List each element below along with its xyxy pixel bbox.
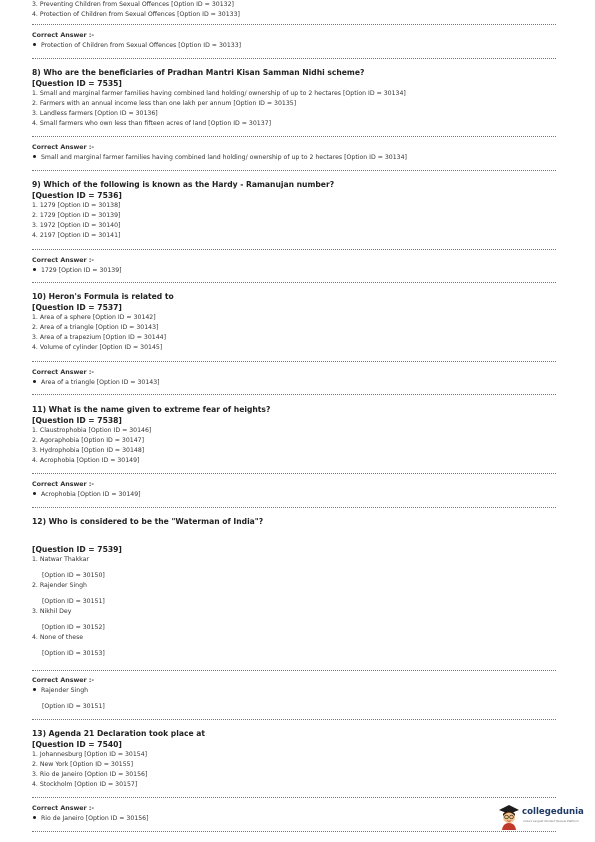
question-id: [Question ID = 7540] [32, 740, 122, 749]
correct-answer-block [32, 256, 122, 276]
bullet-icon [33, 155, 36, 158]
correct-answer: 1729 [Option ID = 30139] [32, 266, 122, 276]
bullet-icon [33, 816, 36, 819]
option-4: 4. Protection of Children from Sexual Offences [Option ID = 30133] [32, 11, 240, 18]
question-9 [32, 179, 334, 241]
option-2-id: [Option ID = 30151] [42, 598, 105, 605]
question-12 [32, 516, 263, 527]
bullet-icon [33, 43, 36, 46]
bullet-icon [33, 688, 36, 691]
option-3: 3. Landless farmers [Option ID = 30136] [32, 110, 158, 117]
option-4: 4. Stockholm [Option ID = 30157] [32, 781, 138, 788]
question-8 [32, 67, 406, 129]
option-2: 2. Rajender Singh [32, 582, 87, 589]
question-id: [Question ID = 7538] [32, 416, 122, 425]
option-4: 4. None of these [32, 634, 84, 641]
correct-answer: Rajender Singh [32, 686, 105, 696]
bullet-icon [33, 268, 36, 271]
collegedunia-logo [497, 802, 593, 832]
bullet-icon [33, 380, 36, 383]
correct-answer-block [32, 368, 160, 388]
option-3: 3. 1972 [Option ID = 30140] [32, 222, 121, 229]
option-2: 2. Farmers with an annual income less than one lakh per annum [Option ID = 30135] [32, 100, 297, 107]
question-title: 10) Heron's Formula is related to [32, 292, 174, 301]
option-1: 1. Small and marginal farmer families having combined land holding/ ownership of up to 2 hectares [Option ID = 30134] [32, 90, 406, 97]
question-id: [Question ID = 7539] [32, 545, 122, 554]
question-12-body [32, 544, 122, 659]
correct-answer-block [32, 480, 141, 500]
divider [32, 58, 556, 59]
option-4: 4. Volume of cylinder [Option ID = 30145] [32, 344, 163, 351]
correct-answer-label: Correct Answer :- [32, 369, 94, 376]
question-id: [Question ID = 7536] [32, 191, 122, 200]
divider [32, 24, 556, 25]
option-3: 3. Preventing Children from Sexual Offences [Option ID = 30132] [32, 1, 234, 8]
question-13 [32, 728, 205, 790]
question-10 [32, 291, 174, 353]
option-1: 1. Natwar Thakkar [32, 556, 89, 563]
option-2: 2. New York [Option ID = 30155] [32, 761, 134, 768]
divider [32, 473, 556, 474]
correct-answer-block [32, 143, 407, 163]
correct-answer-label: Correct Answer :- [32, 677, 94, 684]
option-2: 2. 1729 [Option ID = 30139] [32, 212, 121, 219]
option-4: 4. Acrophobia [Option ID = 30149] [32, 457, 140, 464]
question-id: [Question ID = 7535] [32, 79, 122, 88]
correct-answer-label: Correct Answer :- [32, 144, 94, 151]
correct-answer-block [32, 804, 149, 824]
logo-tagline: India's Largest Student Review Platform [523, 819, 579, 823]
option-2: 2. Area of a triangle [Option ID = 30143] [32, 324, 159, 331]
question-title: 9) Which of the following is known as the Hardy - Ramanujan number? [32, 180, 335, 189]
option-4: 4. 2197 [Option ID = 30141] [32, 232, 121, 239]
correct-answer-label: Correct Answer :- [32, 32, 94, 39]
divider [32, 831, 556, 832]
option-3: 3. Nikhil Dey [32, 608, 72, 615]
correct-answer-id: [Option ID = 30151] [42, 703, 105, 710]
divider [32, 249, 556, 250]
option-3: 3. Hydrophobia [Option ID = 30148] [32, 447, 145, 454]
question-title: 8) Who are the beneficiaries of Pradhan Mantri Kisan Samman Nidhi scheme? [32, 68, 365, 77]
prev-question-tail [32, 0, 240, 20]
option-1: 1. 1279 [Option ID = 30138] [32, 202, 121, 209]
option-1: 1. Johannesburg [Option ID = 30154] [32, 751, 148, 758]
option-1: 1. Area of a sphere [Option ID = 30142] [32, 314, 156, 321]
correct-answer: Area of a triangle [Option ID = 30143] [32, 378, 160, 388]
correct-answer-label: Correct Answer :- [32, 257, 94, 264]
question-title: 12) Who is considered to be the "Waterman of India"? [32, 517, 264, 526]
divider [32, 170, 556, 171]
option-1-id: [Option ID = 30150] [42, 572, 105, 579]
option-1: 1. Claustrophobia [Option ID = 30146] [32, 427, 152, 434]
option-4-id: [Option ID = 30153] [42, 650, 105, 657]
correct-answer-block [32, 31, 241, 51]
student-mascot-icon [497, 802, 521, 830]
option-4: 4. Small farmers who own less than fifteen acres of land [Option ID = 30137] [32, 120, 272, 127]
divider [32, 361, 556, 362]
divider [32, 719, 556, 720]
divider [32, 394, 556, 395]
divider [32, 507, 556, 508]
correct-answer: Rio de Janeiro [Option ID = 30156] [32, 814, 149, 824]
divider [32, 136, 556, 137]
correct-answer: Acrophobia [Option ID = 30149] [32, 490, 141, 500]
option-2: 2. Agoraphobia [Option ID = 30147] [32, 437, 145, 444]
question-title: 13) Agenda 21 Declaration took place at [32, 729, 205, 738]
question-id: [Question ID = 7537] [32, 303, 122, 312]
correct-answer-block [32, 676, 105, 712]
logo-name: collegedunia [522, 807, 584, 817]
correct-answer: Small and marginal farmer families having combined land holding/ ownership of up to 2 hectares [Option ID = 30134] [32, 153, 407, 163]
correct-answer: Protection of Children from Sexual Offences [Option ID = 30133] [32, 41, 241, 51]
correct-answer-label: Correct Answer :- [32, 481, 94, 488]
question-11 [32, 404, 270, 466]
divider [32, 797, 556, 798]
divider [32, 282, 556, 283]
option-3: 3. Area of a trapezium [Option ID = 30144] [32, 334, 166, 341]
bullet-icon [33, 492, 36, 495]
option-3: 3. Rio de Janeiro [Option ID = 30156] [32, 771, 148, 778]
question-title: 11) What is the name given to extreme fear of heights? [32, 405, 271, 414]
divider [32, 670, 556, 671]
correct-answer-label: Correct Answer :- [32, 805, 94, 812]
option-3-id: [Option ID = 30152] [42, 624, 105, 631]
